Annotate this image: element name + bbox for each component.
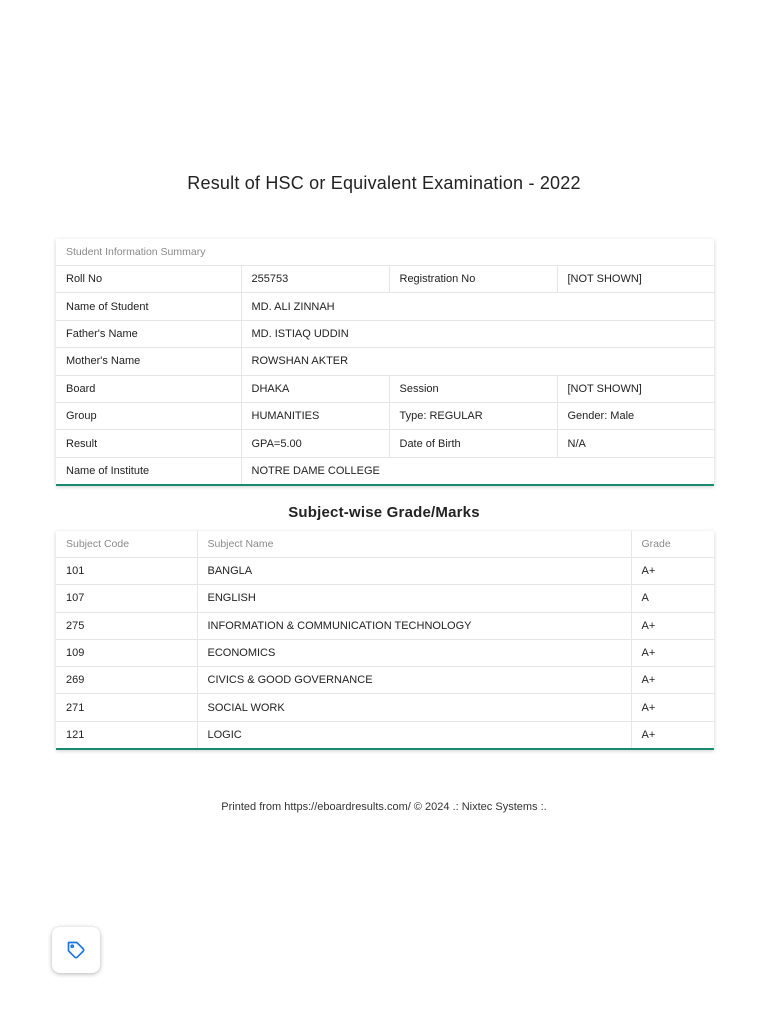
grades-header-row (56, 531, 714, 558)
group-value: HUMANITIES (241, 402, 389, 429)
subject-code: 271 (56, 694, 197, 721)
subject-name: INFORMATION & COMMUNICATION TECHNOLOGY (197, 612, 631, 639)
institute-label: Name of Institute (56, 457, 241, 484)
subject-name: CIVICS & GOOD GOVERNANCE (197, 667, 631, 694)
student-info-table (56, 239, 714, 484)
result-label: Result (56, 430, 241, 457)
table-row (56, 667, 714, 694)
page-title: Result of HSC or Equivalent Examination - 2022 (187, 173, 581, 193)
registration-value: [NOT SHOWN] (557, 266, 714, 293)
subject-name: SOCIAL WORK (197, 694, 631, 721)
info-row-mother (56, 348, 714, 375)
table-row (56, 585, 714, 612)
board-label: Board (56, 375, 241, 402)
table-row (56, 612, 714, 639)
print-footer: Printed from https://eboardresults.com/ © 2024 .: Nixtec Systems :. (221, 801, 547, 813)
gender-value: Gender: Male (557, 402, 714, 429)
info-caption: Student Information Summary (66, 246, 206, 258)
name-label: Name of Student (56, 293, 241, 320)
table-row (56, 639, 714, 666)
mother-label: Mother's Name (56, 348, 241, 375)
subject-grade: A+ (631, 667, 714, 694)
info-caption-row (56, 239, 714, 266)
dob-value: N/A (557, 430, 714, 457)
institute-value: NOTRE DAME COLLEGE (241, 457, 714, 484)
grades-table (56, 531, 714, 748)
subject-name: BANGLA (197, 558, 631, 585)
info-row-roll (56, 266, 714, 293)
subject-grade: A+ (631, 639, 714, 666)
student-info-card (56, 239, 714, 486)
table-row (56, 558, 714, 585)
column-header-name: Subject Name (197, 531, 631, 558)
subject-grade: A+ (631, 721, 714, 748)
type-value: Type: REGULAR (389, 402, 557, 429)
name-value: MD. ALI ZINNAH (241, 293, 714, 320)
father-label: Father's Name (56, 320, 241, 347)
subject-name: LOGIC (197, 721, 631, 748)
tag-button[interactable] (52, 927, 100, 973)
info-row-board (56, 375, 714, 402)
session-label: Session (389, 375, 557, 402)
roll-value: 255753 (241, 266, 389, 293)
table-row (56, 694, 714, 721)
table-row (56, 721, 714, 748)
subject-code: 109 (56, 639, 197, 666)
grades-card (56, 531, 714, 750)
subject-grade: A (631, 585, 714, 612)
result-value: GPA=5.00 (241, 430, 389, 457)
info-row-group (56, 402, 714, 429)
info-row-result (56, 430, 714, 457)
mother-value: ROWSHAN AKTER (241, 348, 714, 375)
subject-code: 121 (56, 721, 197, 748)
tag-icon (66, 940, 86, 960)
subject-grade: A+ (631, 558, 714, 585)
board-value: DHAKA (241, 375, 389, 402)
grades-heading: Subject-wise Grade/Marks (288, 504, 480, 521)
subject-code: 275 (56, 612, 197, 639)
group-label: Group (56, 402, 241, 429)
subject-name: ENGLISH (197, 585, 631, 612)
registration-label: Registration No (389, 266, 557, 293)
info-row-father (56, 320, 714, 347)
info-row-institute (56, 457, 714, 484)
session-value: [NOT SHOWN] (557, 375, 714, 402)
roll-label: Roll No (56, 266, 241, 293)
subject-name: ECONOMICS (197, 639, 631, 666)
column-header-code: Subject Code (66, 538, 130, 550)
subject-code: 107 (56, 585, 197, 612)
info-row-name (56, 293, 714, 320)
subject-code: 269 (56, 667, 197, 694)
subject-code: 101 (56, 558, 197, 585)
subject-grade: A+ (631, 694, 714, 721)
dob-label: Date of Birth (389, 430, 557, 457)
column-header-grade: Grade (631, 531, 714, 558)
father-value: MD. ISTIAQ UDDIN (241, 320, 714, 347)
subject-grade: A+ (631, 612, 714, 639)
